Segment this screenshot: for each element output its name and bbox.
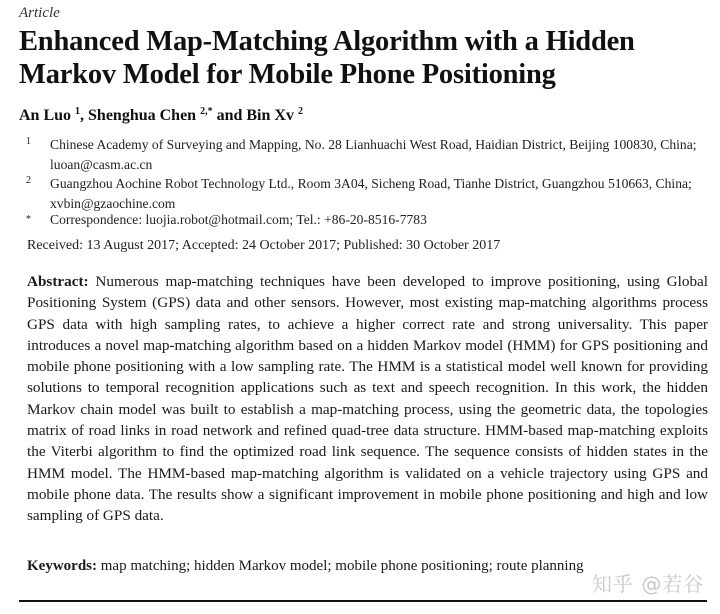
article-type-label: Article bbox=[19, 5, 60, 21]
horizontal-rule bbox=[19, 600, 707, 602]
correspondence-text: Correspondence: luojia.robot@hotmail.com; Tel.: +86-20-8516-7783 bbox=[50, 212, 427, 227]
keywords bbox=[27, 558, 584, 575]
author-name: An Luo bbox=[19, 107, 72, 124]
keywords-label: Keywords: bbox=[27, 558, 97, 574]
abstract bbox=[27, 271, 708, 527]
affiliation-text: Chinese Academy of Surveying and Mapping, No. 28 Lianhuachi West Road, Haidian District, Beijing 100830, China; luoan@casm.ac.cn bbox=[50, 137, 697, 172]
affiliation-marker: 1 bbox=[26, 136, 31, 147]
abstract-text: Numerous map-matching techniques have been developed to improve positioning, using Global Positioning System (GPS) data and other sensors. However, most existing map-matching algorithms process GPS data with high sampling rates, to achieve a higher correct rate and strong universality. This paper introduces a novel map-matching algorithm based on a hidden Markov model (HMM) for GPS positioning and mobile phone positioning with a low sampling rate. The HMM is a statistical model well known for providing solutions to temporal recognition applications such as text and speech recognition. In this work, the hidden Markov chain model was built to establish a map-matching process, using the geometric data, the topologies matrix of road links in road network and refined quad-tree data structure. HMM-based map-matching exploits the Viterbi algorithm to find the optimized road link sequence. The sequence consists of hidden states in the HMM model. The HMM-based map-matching algorithm is validated on a vehicle trajectory using GPS and mobile phone data. The results show a significant improvement in mobile phone positioning and high and low sampling of GPS data. bbox=[27, 273, 708, 525]
author-affiliation-marker: 2 bbox=[297, 106, 303, 117]
author-affiliation-marker: 1 bbox=[75, 106, 81, 117]
watermark: 知乎 @若谷 bbox=[592, 572, 705, 596]
author-name: Bin Xv bbox=[246, 107, 294, 124]
keywords-text: map matching; hidden Markov model; mobile phone positioning; route planning bbox=[100, 558, 584, 574]
author-list bbox=[19, 106, 303, 125]
affiliation-marker: 2 bbox=[26, 175, 31, 186]
abstract-label: Abstract: bbox=[27, 273, 89, 290]
author-separator: and bbox=[212, 107, 247, 124]
paper-title: Enhanced Map-Matching Algorithm with a Hidden Markov Model for Mobile Phone Positioning bbox=[19, 26, 635, 90]
author-separator: , bbox=[80, 107, 89, 124]
author-name: Shenghua Chen bbox=[88, 107, 197, 124]
correspondence-marker: * bbox=[26, 214, 31, 225]
affiliation-text: Guangzhou Aochine Robot Technology Ltd., Room 3A04, Sicheng Road, Tianhe District, Guangzhou 510663, China; xvbin@gzaochine.com bbox=[50, 176, 692, 211]
publication-dates: Received: 13 August 2017; Accepted: 24 October 2017; Published: 30 October 2017 bbox=[27, 238, 501, 253]
author-affiliation-marker: 2,* bbox=[200, 106, 213, 117]
